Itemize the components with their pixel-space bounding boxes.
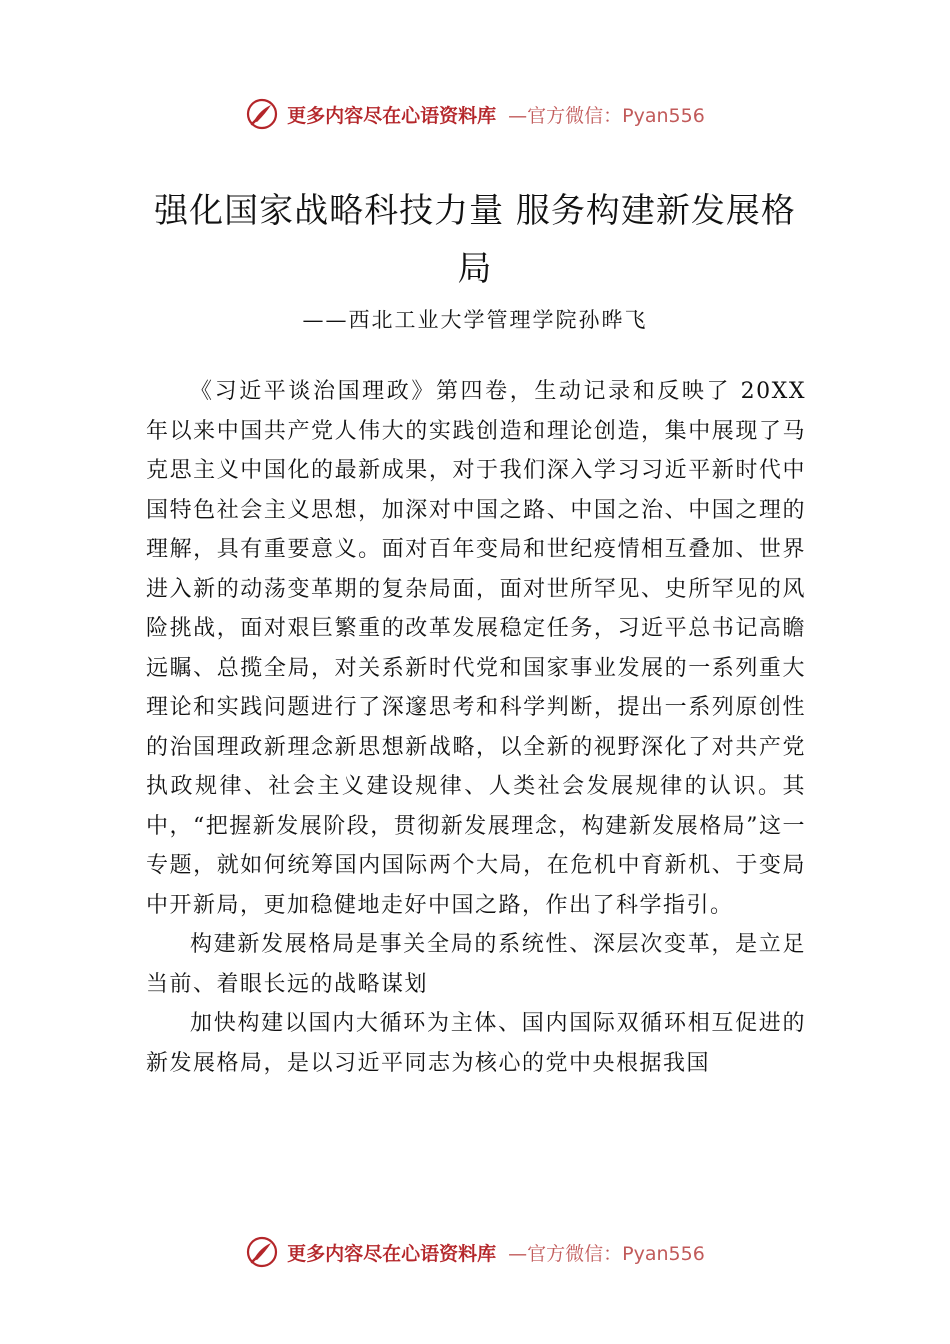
document-author: ——西北工业大学管理学院孙晔飞 <box>302 308 648 332</box>
document-title: 强化国家战略科技力量 服务构建新发展格局 <box>154 191 796 289</box>
brush-logo-icon <box>245 1235 279 1269</box>
header-banner <box>0 94 950 134</box>
banner-contact-text: —官方微信：Pyan556 <box>508 1242 705 1265</box>
banner-main-text: 更多内容尽在心语资料库 <box>287 1242 497 1265</box>
paragraph: 《习近平谈治国理政》第四卷，生动记录和反映了 20XX 年以来中国共产党人伟大的实践创造和理论创造，集中展现了马克思主义中国化的最新成果，对于我们深入学习习近平新时代中国特色社会主义思想，加深对中国之路、中国之治、中国之理的理解，具有重要意义。面对百年变局和世纪疫情相互叠加、世界进入新的动荡变革期的复杂局面，面对世所罕见、史所罕见的风险挑战，面对艰巨繁重的改革发展稳定任务，习近平总书记高瞻远瞩、总揽全局，对关系新时代党和国家事业发展的一系列重大理论和实践问题进行了深邃思考和科学判断，提出一系列原创性的治国理政新理念新思想新战略，以全新的视野深化了对共产党执政规律、社会主义建设规律、人类社会发展规律的认识。其中，“把握新发展阶段，贯彻新发展理念，构建新发展格局”这一专题，就如何统筹国内国际两个大局，在危机中育新机、于变局中开新局，更加稳健地走好中国之路，作出了科学指引。 <box>146 379 806 918</box>
document-body <box>146 372 806 1083</box>
footer-banner <box>0 1232 950 1272</box>
paragraph: 加快构建以国内大循环为主体、国内国际双循环相互促进的新发展格局，是以习近平同志为核心的党中央根据我国 <box>146 1011 806 1076</box>
banner-contact-text: —官方微信：Pyan556 <box>508 104 705 127</box>
banner-main-text: 更多内容尽在心语资料库 <box>287 104 497 127</box>
paragraph: 构建新发展格局是事关全局的系统性、深层次变革，是立足当前、着眼长远的战略谋划 <box>146 932 806 997</box>
brush-logo-icon <box>245 97 279 131</box>
